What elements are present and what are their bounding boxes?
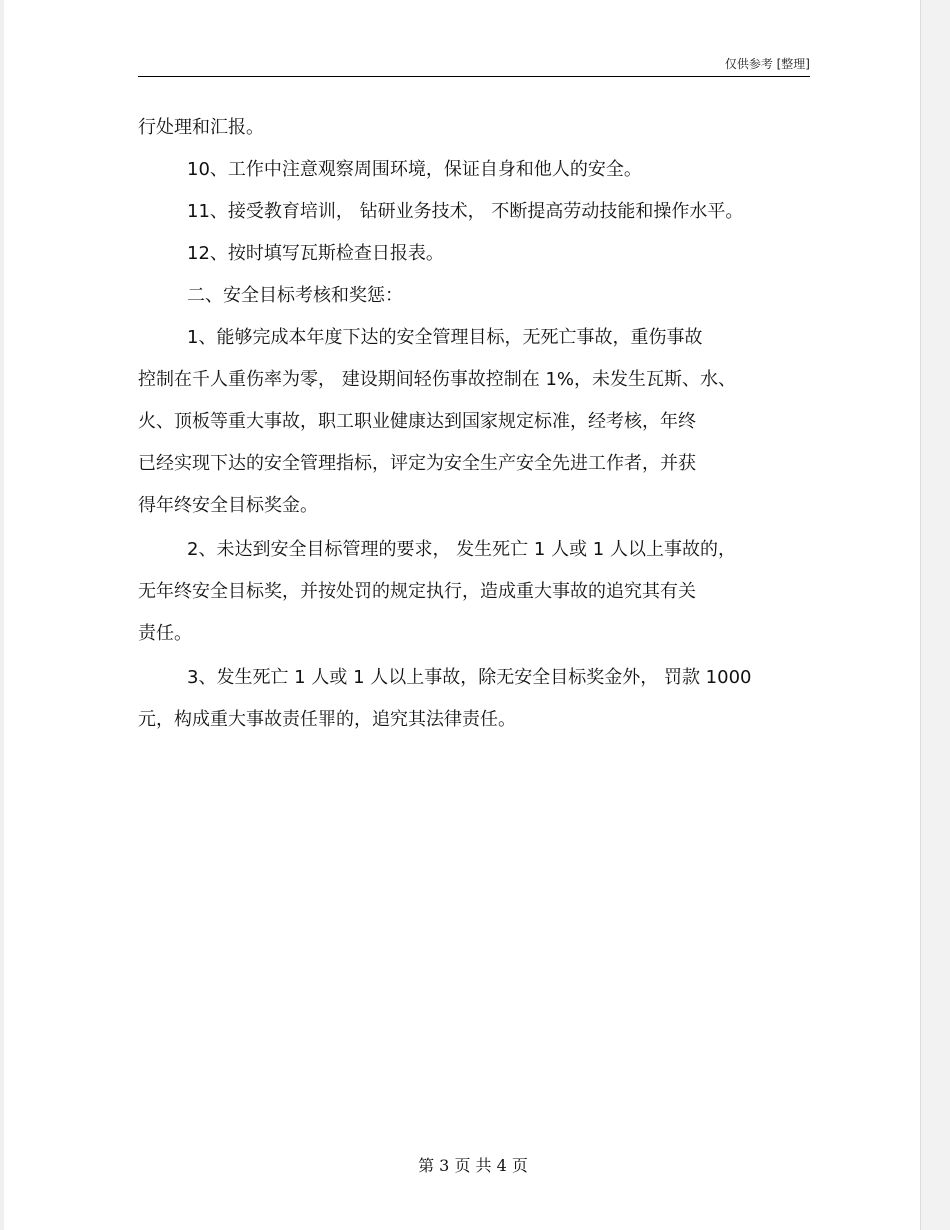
header-rule [138,76,810,77]
body-line: 行处理和汇报。 [138,117,264,138]
body-line: 1、能够完成本年度下达的安全管理目标，无死亡事故，重伤事故 [187,327,703,348]
body-line: 元，构成重大事故责任罪的，追究其法律责任。 [138,709,516,730]
body-line: 二、安全目标考核和奖惩： [187,285,403,306]
page-header: 仅供参考 [整理] [724,57,810,71]
body-line: 无年终安全目标奖，并按处罚的规定执行，造成重大事故的追究其有关 [138,581,696,602]
body-line: 2、未达到安全目标管理的要求， 发生死亡 1 人或 1 人以上事故的， [187,539,736,560]
body-line: 火、顶板等重大事故，职工职业健康达到国家规定标准，经考核，年终 [138,411,696,432]
body-line: 得年终安全目标奖金。 [138,495,318,516]
page-number-footer: 第 3 页 共 4 页 [418,1156,528,1175]
body-line: 12、按时填写瓦斯检查日报表。 [187,243,444,264]
page-left-edge [0,0,4,1230]
body-line: 控制在千人重伤率为零， 建设期间轻伤事故控制在 1%，未发生瓦斯、水、 [138,369,736,390]
body-line: 3、发生死亡 1 人或 1 人以上事故，除无安全目标奖金外， 罚款 1000 [187,667,752,688]
body-line: 11、接受教育培训， 钻研业务技术， 不断提高劳动技能和操作水平。 [187,201,744,222]
body-line: 责任。 [138,623,192,644]
page-right-edge [920,0,950,1230]
body-line: 已经实现下达的安全管理指标，评定为安全生产安全先进工作者，并获 [138,453,696,474]
body-line: 10、工作中注意观察周围环境，保证自身和他人的安全。 [187,159,642,180]
